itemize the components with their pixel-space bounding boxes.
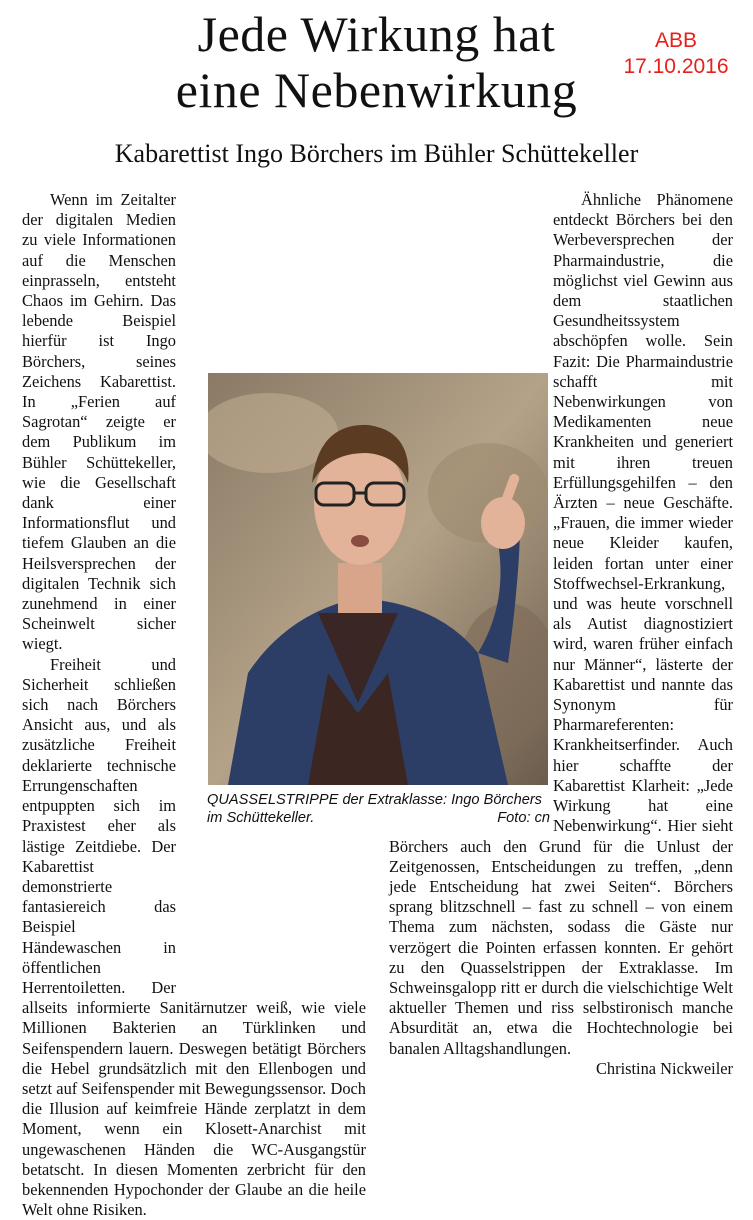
author-byline: Christina Nickweiler: [595, 1058, 733, 1078]
performer-photo-illustration: [208, 373, 548, 785]
headline-line-1: Jede Wirkung hat: [197, 6, 556, 62]
subheadline: Kabarettist Ingo Börchers im Bühler Schüttekeller: [114, 139, 639, 168]
paragraph-1: Wenn im Zeitalter der digitalen Medien zu viele Informationen auf die Menschen einprasseln, entsteht Chaos im Gehirn. Das lebende Beispiel hierfür ist Ingo Börchers, seines Zeichens Kabarettist. In „Ferien auf Sagrotan“ zeigte er dem Publikum im Bühler Schüttekeller, wie die Gesellschaft dank einer Informationsflut und tiefem Glauben an die Heilsversprechen der digitalen Technik sich zunehmend in einer Scheinwelt sicher wiegt.: [22, 190, 176, 654]
paragraph-3-text: Ähnliche Phänomene entdeckt Börchers bei den Werbeversprechen der Pharmaindustrie, die möglichst viel Gewinn aus dem staatlichen Gesundheitssystem abschöpfen wolle. Sein Fazit: Die Pharmaindustrie schafft mit Nebenwirkungen von Medikamenten neue Krankheiten und generiert mit ihren treuen Erfüllungsgehilfen – den Ärzten – neue Geschäfte. „Frauen, die immer wieder neue Kleider kaufen, leiden fortan unter einer Stoffwechsel-Erkrankung, und was heute vorschnell als Autist diagnostiziert wird, waren früher einfach nur Männer“, lästerte der Kabarettist und nannte das Synonym für Pharmareferenten: Krankheitserfinder. Auch hier schaffte der Kabarettist Klarheit: „Jede Wirkung hat eine Nebenwirkung“. Hier sieht Börchers auch den Grund für die Unlust der Zeitgenossen, Entscheidungen zu treffen, „denn jede Entscheidung hat zwei Seiten“. Börchers sprang blitzschnell – fast zu schnell – von einem Thema zum nächsten, sodass die Gäste nur verzögert die Pointen erfassen konnten. Er gehört zu den Quasselstrippen der Extraklasse. Im Schweinsgalopp ritt er durch die vielschichtige Welt aktueller Themen und riss selbstironisch manche Absurdität an, etwa die Hochtechnologie bei banalen Alltagshandlungen.: [389, 190, 733, 1058]
article-photo: [208, 373, 548, 785]
stamp-date: 17.10.2016: [623, 55, 729, 78]
photo-credit: Foto: cn: [497, 810, 550, 826]
stamp-source: ABB: [654, 29, 698, 52]
photo-caption: [207, 791, 550, 827]
paragraph-2: Freiheit und Sicherheit schließen sich nach Börchers Ansicht aus, und als zusätzliche Freiheit deklarierte technische Errungenschaften entpuppten sich im Praxistest eher als lästige Zeitdiebe. Der Kabarettist demonstrierte fantasiereich das Beispiel Händewaschen in öffentlichen Herrentoiletten. Der allseits informierte Sanitärnutzer weiß, wie viele Millionen Bakterien an Türklinken und Seifenspendern lauern. Deswegen betätigt Börchers die Hebel grundsätzlich mit den Ellenbogen und setzt auf Seifenspender mit Bewegungssensor. Doch die Illusion auf keimfreie Hände zerplatzt in dem Moment, wenn ein Klosett-Anarchist mit ungewaschenen Händen die WC-Ausgangstür betatscht. In diesen Momenten zerbricht für den bekennenden Hypochonder der Glaube an die heile Welt ohne Risiken.: [22, 654, 366, 1220]
headline-line-2: eine Nebenwirkung: [175, 62, 578, 118]
caption-text: QUASSELSTRIPPE der Extraklasse: Ingo Börchers im Schüttekeller.: [207, 792, 542, 826]
